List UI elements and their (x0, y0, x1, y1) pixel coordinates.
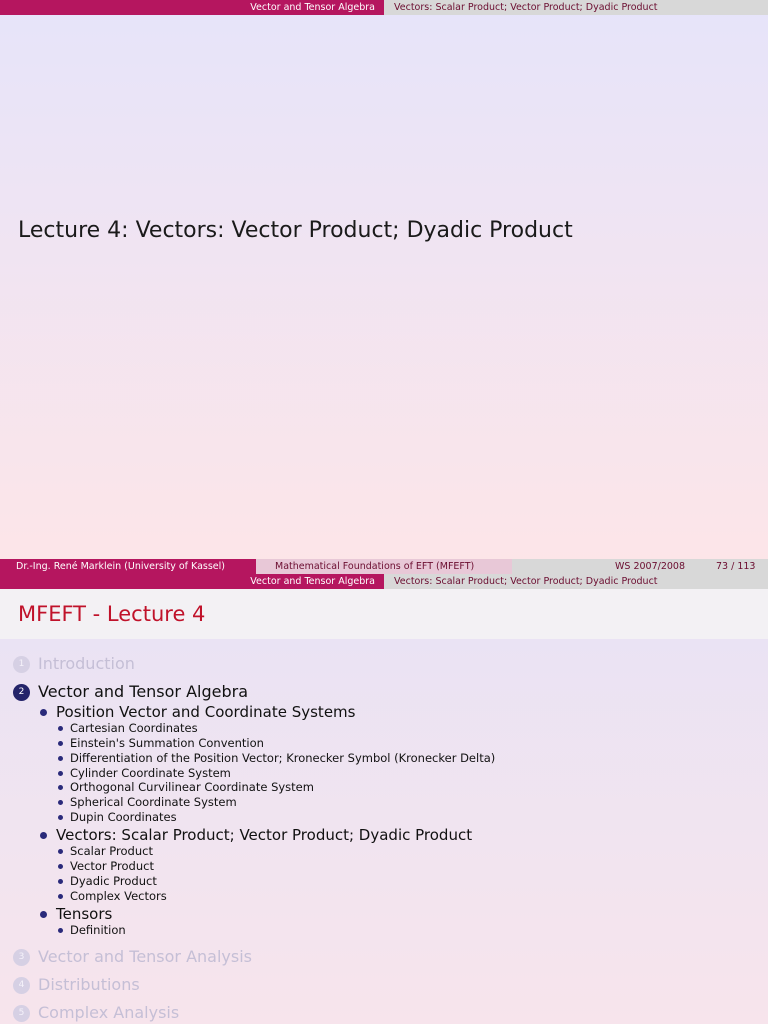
header-bar (0, 0, 768, 15)
section-number-badge: 5 (13, 1005, 30, 1022)
toc-item[interactable] (58, 766, 231, 780)
bullet-icon (58, 928, 63, 933)
toc-subsection-label: Position Vector and Coordinate Systems (56, 703, 356, 721)
bullet-icon (58, 849, 63, 854)
toc-section-vector-tensor-analysis[interactable] (13, 947, 252, 966)
header-subsection: Vectors: Scalar Product; Vector Product; Dyadic Product (384, 574, 768, 589)
toc-item[interactable] (58, 751, 495, 765)
bullet-icon (58, 894, 63, 899)
section-number-badge: 3 (13, 949, 30, 966)
toc-item-label: Orthogonal Curvilinear Coordinate System (70, 780, 314, 794)
toc-section-distributions[interactable] (13, 975, 140, 994)
footer-page-number: 73 / 113 (716, 561, 756, 572)
toc-item[interactable] (58, 780, 314, 794)
toc-item[interactable] (58, 889, 167, 903)
toc-item[interactable] (58, 795, 237, 809)
toc-item[interactable] (58, 810, 177, 824)
section-number-badge: 1 (13, 656, 30, 673)
toc-item-label: Einstein's Summation Convention (70, 736, 264, 750)
toc-subsection-position-vector[interactable] (40, 703, 355, 721)
toc-section-label: Distributions (38, 975, 140, 994)
toc-item[interactable] (58, 736, 264, 750)
bullet-icon (58, 726, 63, 731)
toc-section-label: Introduction (38, 654, 135, 673)
bullet-icon (40, 911, 47, 918)
toc-item-label: Dyadic Product (70, 874, 157, 888)
toc-section-vector-tensor-algebra[interactable] (13, 682, 248, 701)
footer-author: Dr.-Ing. René Marklein (University of Kassel) (0, 559, 256, 574)
frame-title: MFEFT - Lecture 4 (18, 602, 206, 626)
footer-semester: WS 2007/2008 (615, 561, 685, 572)
bullet-icon (58, 785, 63, 790)
header-subsection: Vectors: Scalar Product; Vector Product; Dyadic Product (384, 0, 768, 15)
toc-item-label: Vector Product (70, 859, 154, 873)
slide-outline (0, 574, 768, 1024)
toc-item[interactable] (58, 721, 198, 735)
bullet-icon (58, 800, 63, 805)
toc-item-label: Dupin Coordinates (70, 810, 177, 824)
toc-item[interactable] (58, 844, 153, 858)
toc-item-label: Differentiation of the Position Vector; Kronecker Symbol (Kronecker Delta) (70, 751, 496, 765)
toc-section-label: Complex Analysis (38, 1003, 180, 1022)
toc-section-label: Vector and Tensor Algebra (38, 682, 249, 701)
toc-subsection-label: Tensors (56, 905, 113, 923)
toc-item-label: Scalar Product (70, 844, 153, 858)
toc-section-complex-analysis[interactable] (13, 1003, 179, 1022)
header-section: Vector and Tensor Algebra (0, 574, 384, 589)
footer-bar (0, 559, 768, 574)
toc-item-label: Complex Vectors (70, 889, 167, 903)
bullet-icon (58, 741, 63, 746)
toc-section-label: Vector and Tensor Analysis (38, 947, 253, 966)
toc-subsection-vectors-products[interactable] (40, 826, 472, 844)
footer-info (512, 559, 768, 574)
toc-item[interactable] (58, 923, 126, 937)
footer-course: Mathematical Foundations of EFT (MFEFT) (256, 559, 512, 574)
lecture-title: Lecture 4: Vectors: Vector Product; Dyadic Product (18, 218, 573, 243)
section-number-badge: 4 (13, 977, 30, 994)
bullet-icon (58, 864, 63, 869)
bullet-icon (58, 815, 63, 820)
toc-item-label: Cylinder Coordinate System (70, 766, 231, 780)
bullet-icon (58, 771, 63, 776)
header-section: Vector and Tensor Algebra (0, 0, 384, 15)
bullet-icon (58, 879, 63, 884)
toc-item-label: Cartesian Coordinates (70, 721, 198, 735)
bullet-icon (58, 756, 63, 761)
table-of-contents (0, 574, 768, 1024)
toc-section-introduction[interactable] (13, 654, 135, 673)
bullet-icon (40, 832, 47, 839)
section-number-badge: 2 (13, 684, 30, 701)
toc-item-label: Spherical Coordinate System (70, 795, 237, 809)
toc-item[interactable] (58, 874, 157, 888)
toc-item-label: Definition (70, 923, 126, 937)
bullet-icon (40, 709, 47, 716)
toc-subsection-label: Vectors: Scalar Product; Vector Product; Dyadic Product (56, 826, 473, 844)
toc-item[interactable] (58, 859, 154, 873)
toc-subsection-tensors[interactable] (40, 905, 112, 923)
